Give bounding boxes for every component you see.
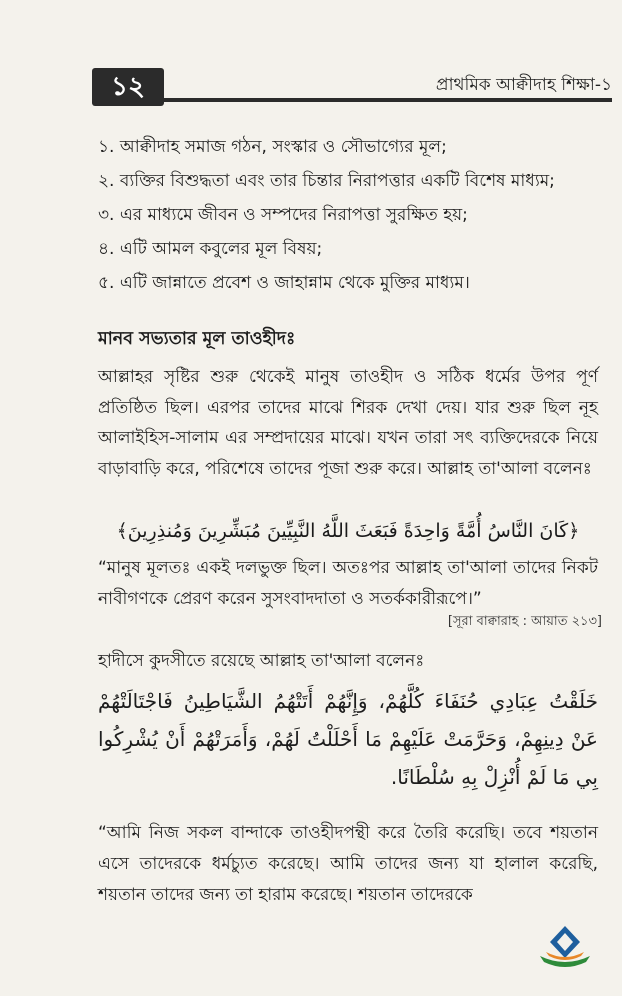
hadith-translation: “আমি নিজ সকল বান্দাকে তাওহীদপন্থী করে তৈরি করেছি। তবে শয়তান এসে তাদেরকে ধর্মচ্যুত করেছে। আমি তাদের জন্য যা হালাল করেছি, শয়তান তাদের জন্য তা হারাম করেছে। শয়তান তাদেরকে — [98, 823, 598, 905]
page-number: ১২ — [92, 68, 164, 106]
verse-reference: [সূরা বাক্বারাহ : আয়াত ২১৩] — [447, 614, 602, 629]
section-paragraph: আল্লাহর সৃষ্টির শুরু থেকেই মানুষ তাওহীদ ও সঠিক ধর্মের উপর পূর্ণ প্রতিষ্ঠিত ছিল। এরপর তাদের মাঝে শিরক দেখা দেয়। যার শুরু ছিল নূহ আলাইহিস-সালাম এর সম্প্রদায়ের মাঝে। যখন তারা সৎ ব্যক্তিদেরকে নিয়ে বাড়াবাড়ি করে, পরিশেষে তাদের পূজা শুরু করে। আল্লাহ তা'আলা বলেনঃ — [98, 367, 598, 479]
list-item: ৩. এর মাধ্যমে জীবন ও সম্পদের নিরাপত্তা সুরক্ষিত হয়; — [98, 205, 468, 225]
page-header — [92, 58, 612, 108]
verse-translation: “মানুষ মূলতঃ একই দলভুক্ত ছিল। অতঃপর আল্লাহ তা'আলা তাদের নিকট নাবীগণকে প্রেরণ করেন সুসংবাদদাতা ও সতর্ককারীরূপে।” — [98, 558, 598, 609]
hadith-arabic: خَلَقْتُ عِبَادِي حُنَفَاءَ كُلَّهُمْ، وَإِنَّهُمْ أَتَتْهُمُ الشَّيَاطِينُ فَاجْتَالَتْهُمْ عَنْ دِينِهِمْ، وَحَرَّمَتْ عَلَيْهِمْ مَا أَحْلَلْتُ لَهُمْ، وَأَمَرَتْهُمْ أَنْ يُشْرِكُوا بِي مَا لَمْ أُنْزِلْ بِهِ سُلْطَانًا. — [98, 689, 598, 789]
book-title: প্রাথমিক আক্বীদাহ শিক্ষা-১ — [435, 75, 612, 95]
publisher-logo-icon — [534, 922, 596, 974]
list-item: ২. ব্যক্তির বিশুদ্ধতা এবং তার চিন্তার নিরাপত্তার একটি বিশেষ মাধ্যম; — [98, 171, 555, 191]
quran-verse-arabic: ﴿كَانَ النَّاسُ أُمَّةً وَاحِدَةً فَبَعَثَ اللَّهُ النَّبِيِّينَ مُبَشِّرِينَ وَمُنذِرِينَ﴾ — [116, 520, 580, 542]
benefits-list — [98, 130, 608, 300]
section-heading: মানব সভ্যতার মূল তাওহীদঃ — [98, 329, 296, 349]
list-item: ১. আক্বীদাহ সমাজ গঠন, সংস্কার ও সৌভাগ্যের মূল; — [98, 137, 447, 157]
list-item: ৪. এটি আমল কবুলের মূল বিষয়; — [98, 239, 323, 259]
list-item: ৫. এটি জান্নাতে প্রবেশ ও জাহান্নাম থেকে মুক্তির মাধ্যম। — [98, 273, 470, 293]
hadith-intro: হাদীসে কুদসীতে রয়েছে আল্লাহ তা'আলা বলেনঃ — [98, 651, 425, 671]
